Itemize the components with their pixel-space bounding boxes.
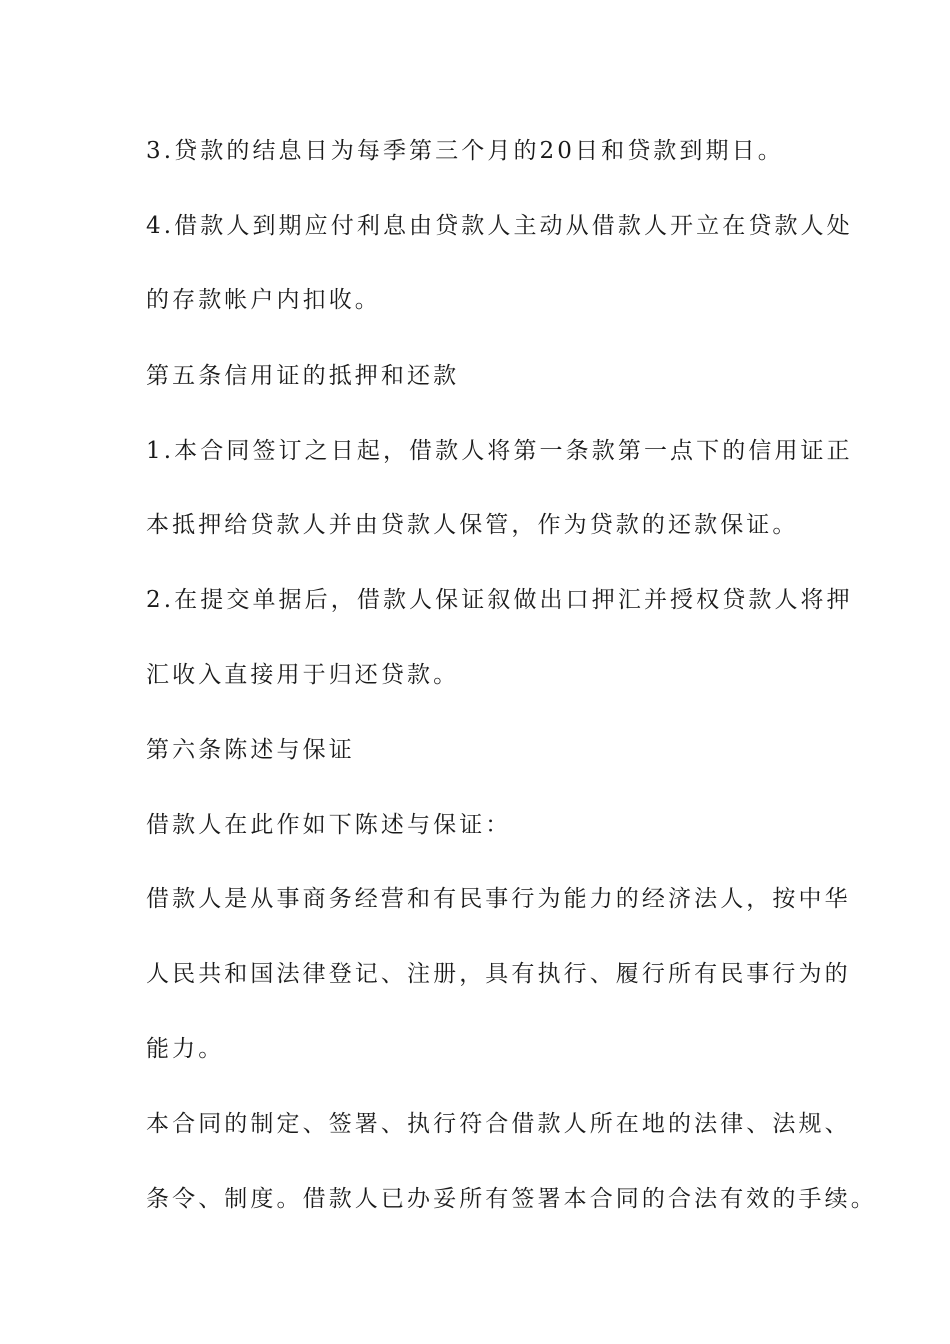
clause-5-item-1-line-2: 本抵押给贷款人并由贷款人保管，作为贷款的还款保证。 — [146, 512, 799, 538]
clause-5-item-2-line-2: 汇收入直接用于归还贷款。 — [146, 662, 460, 688]
representation-1-line-2: 人民共和国法律登记、注册，具有执行、履行所有民事行为的 — [146, 961, 851, 987]
clause-4-item-3: 3.贷款的结息日为每季第三个月的20日和贷款到期日。 — [146, 138, 784, 164]
representation-1-line-1: 借款人是从事商务经营和有民事行为能力的经济法人，按中华 — [146, 886, 851, 912]
representation-intro: 借款人在此作如下陈述与保证： — [146, 812, 512, 838]
clause-4-item-4-line-2: 的存款帐户内扣收。 — [146, 287, 381, 313]
clause-5-item-2-line-1: 2.在提交单据后，借款人保证叙做出口押汇并授权贷款人将押 — [146, 587, 853, 613]
representation-1-line-3: 能力。 — [146, 1036, 225, 1062]
representation-2-line-1: 本合同的制定、签署、执行符合借款人所在地的法律、法规、 — [146, 1111, 851, 1137]
article-5-heading: 第五条信用证的抵押和还款 — [146, 363, 460, 389]
article-6-heading: 第六条陈述与保证 — [146, 737, 355, 763]
representation-2-line-2: 条令、制度。借款人已办妥所有签署本合同的合法有效的手续。 — [146, 1186, 877, 1212]
clause-4-item-4-line-1: 4.借款人到期应付利息由贷款人主动从借款人开立在贷款人处 — [146, 213, 853, 239]
clause-5-item-1-line-1: 1.本合同签订之日起，借款人将第一条款第一点下的信用证正 — [146, 438, 853, 464]
